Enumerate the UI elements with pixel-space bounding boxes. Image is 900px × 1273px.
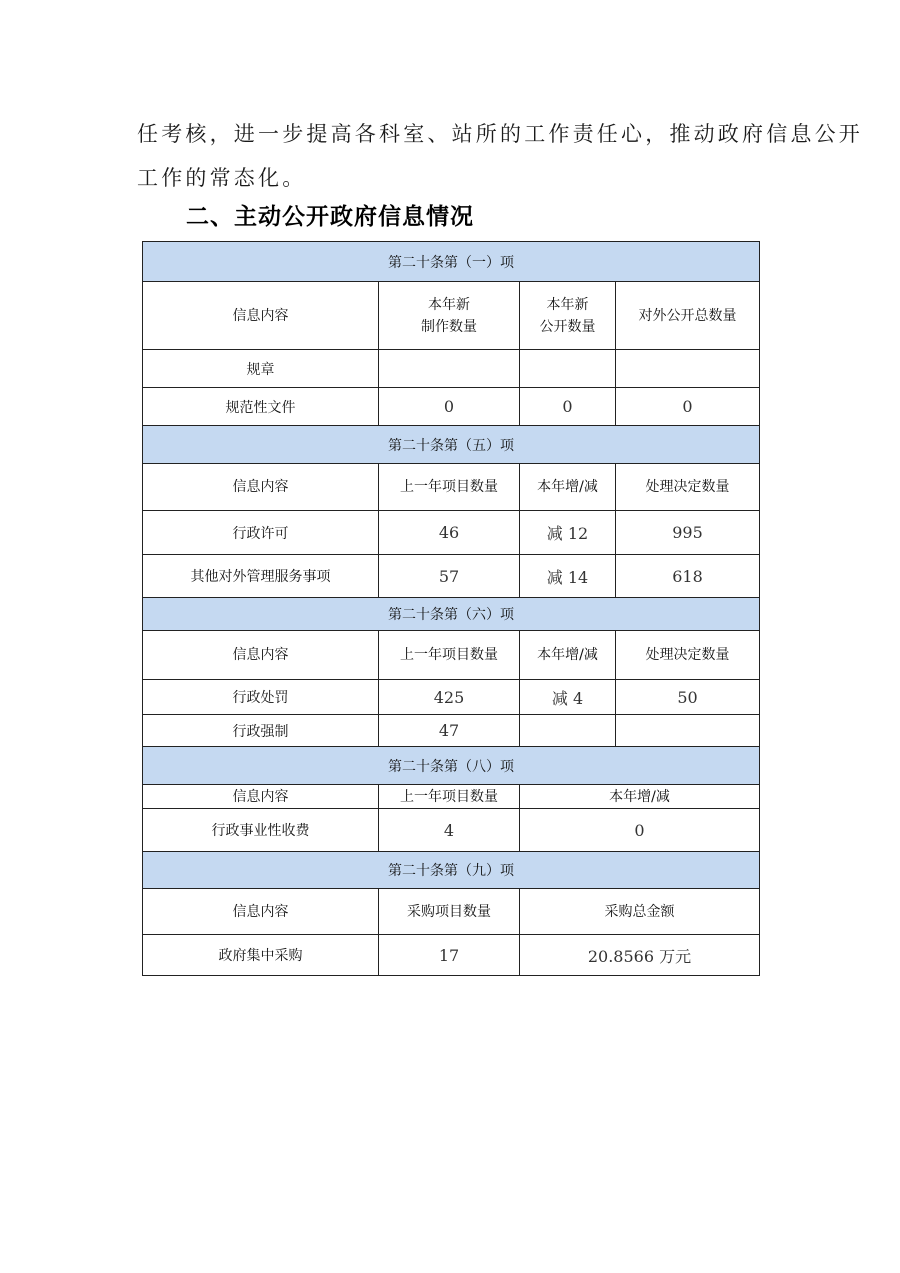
row-label: 其他对外管理服务事项 xyxy=(143,555,379,598)
row-label: 行政强制 xyxy=(143,715,379,747)
cell-value: 20.8566 万元 xyxy=(520,935,760,976)
cell-value: 0 xyxy=(520,388,616,426)
header-cell: 上一年项目数量 xyxy=(379,785,520,809)
table-header-row xyxy=(143,889,760,935)
header-cell: 信息内容 xyxy=(143,464,379,511)
header-cell xyxy=(379,282,520,350)
header-cell-line: 公开数量 xyxy=(539,318,596,335)
table-header-row xyxy=(143,282,760,350)
cell-value xyxy=(616,350,760,388)
header-cell: 采购总金额 xyxy=(520,889,760,935)
cell-value xyxy=(379,350,520,388)
table-row xyxy=(143,935,760,976)
cell-value: 618 xyxy=(616,555,760,598)
header-cell: 信息内容 xyxy=(143,785,379,809)
header-cell: 信息内容 xyxy=(143,631,379,680)
table-row xyxy=(143,388,760,426)
table-row xyxy=(143,555,760,598)
cell-value xyxy=(520,350,616,388)
header-cell: 对外公开总数量 xyxy=(616,282,760,350)
header-cell: 上一年项目数量 xyxy=(379,631,520,680)
section-heading: 二、主动公开政府信息情况 xyxy=(186,204,474,230)
row-label: 政府集中采购 xyxy=(143,935,379,976)
cell-value xyxy=(520,715,616,747)
header-cell: 信息内容 xyxy=(143,889,379,935)
cell-value: 47 xyxy=(379,715,520,747)
table-row xyxy=(143,680,760,715)
row-label: 规范性文件 xyxy=(143,388,379,426)
section-title-8: 第二十条第（八）项 xyxy=(143,747,760,785)
disclosure-table xyxy=(142,241,760,976)
body-paragraph-line-1: 任考核，进一步提高各科室、站所的工作责任心，推动政府信息公开 xyxy=(137,122,863,146)
cell-value: 减 12 xyxy=(520,511,616,555)
section-title-6: 第二十条第（六）项 xyxy=(143,598,760,631)
cell-value: 46 xyxy=(379,511,520,555)
table-row xyxy=(143,511,760,555)
cell-value: 57 xyxy=(379,555,520,598)
header-cell: 信息内容 xyxy=(143,282,379,350)
cell-value: 0 xyxy=(379,388,520,426)
table-header-row xyxy=(143,631,760,680)
header-cell: 本年增/减 xyxy=(520,785,760,809)
table-row xyxy=(143,715,760,747)
row-label: 行政处罚 xyxy=(143,680,379,715)
cell-value: 4 xyxy=(379,809,520,852)
header-cell-line: 本年新 xyxy=(546,296,589,313)
cell-value: 50 xyxy=(616,680,760,715)
cell-value: 减 4 xyxy=(520,680,616,715)
row-label: 规章 xyxy=(143,350,379,388)
header-cell: 采购项目数量 xyxy=(379,889,520,935)
table-row xyxy=(143,809,760,852)
header-cell: 处理决定数量 xyxy=(616,631,760,680)
row-label: 行政事业性收费 xyxy=(143,809,379,852)
cell-value: 995 xyxy=(616,511,760,555)
header-cell: 本年增/减 xyxy=(520,464,616,511)
header-cell xyxy=(520,282,616,350)
section-title-9: 第二十条第（九）项 xyxy=(143,852,760,889)
section-title-5: 第二十条第（五）项 xyxy=(143,426,760,464)
header-cell-line: 本年新 xyxy=(428,296,470,313)
cell-value: 0 xyxy=(616,388,760,426)
table-header-row xyxy=(143,785,760,809)
cell-value xyxy=(616,715,760,747)
table-row xyxy=(143,350,760,388)
header-cell: 处理决定数量 xyxy=(616,464,760,511)
row-label: 行政许可 xyxy=(143,511,379,555)
header-cell: 上一年项目数量 xyxy=(379,464,520,511)
cell-value: 425 xyxy=(379,680,520,715)
section-title-1: 第二十条第（一）项 xyxy=(143,242,760,282)
header-cell: 本年增/减 xyxy=(520,631,616,680)
cell-value: 0 xyxy=(520,809,760,852)
header-cell-line: 制作数量 xyxy=(421,318,477,335)
cell-value: 减 14 xyxy=(520,555,616,598)
cell-value: 17 xyxy=(379,935,520,976)
table-header-row xyxy=(143,464,760,511)
body-paragraph-line-2: 工作的常态化。 xyxy=(137,166,307,190)
